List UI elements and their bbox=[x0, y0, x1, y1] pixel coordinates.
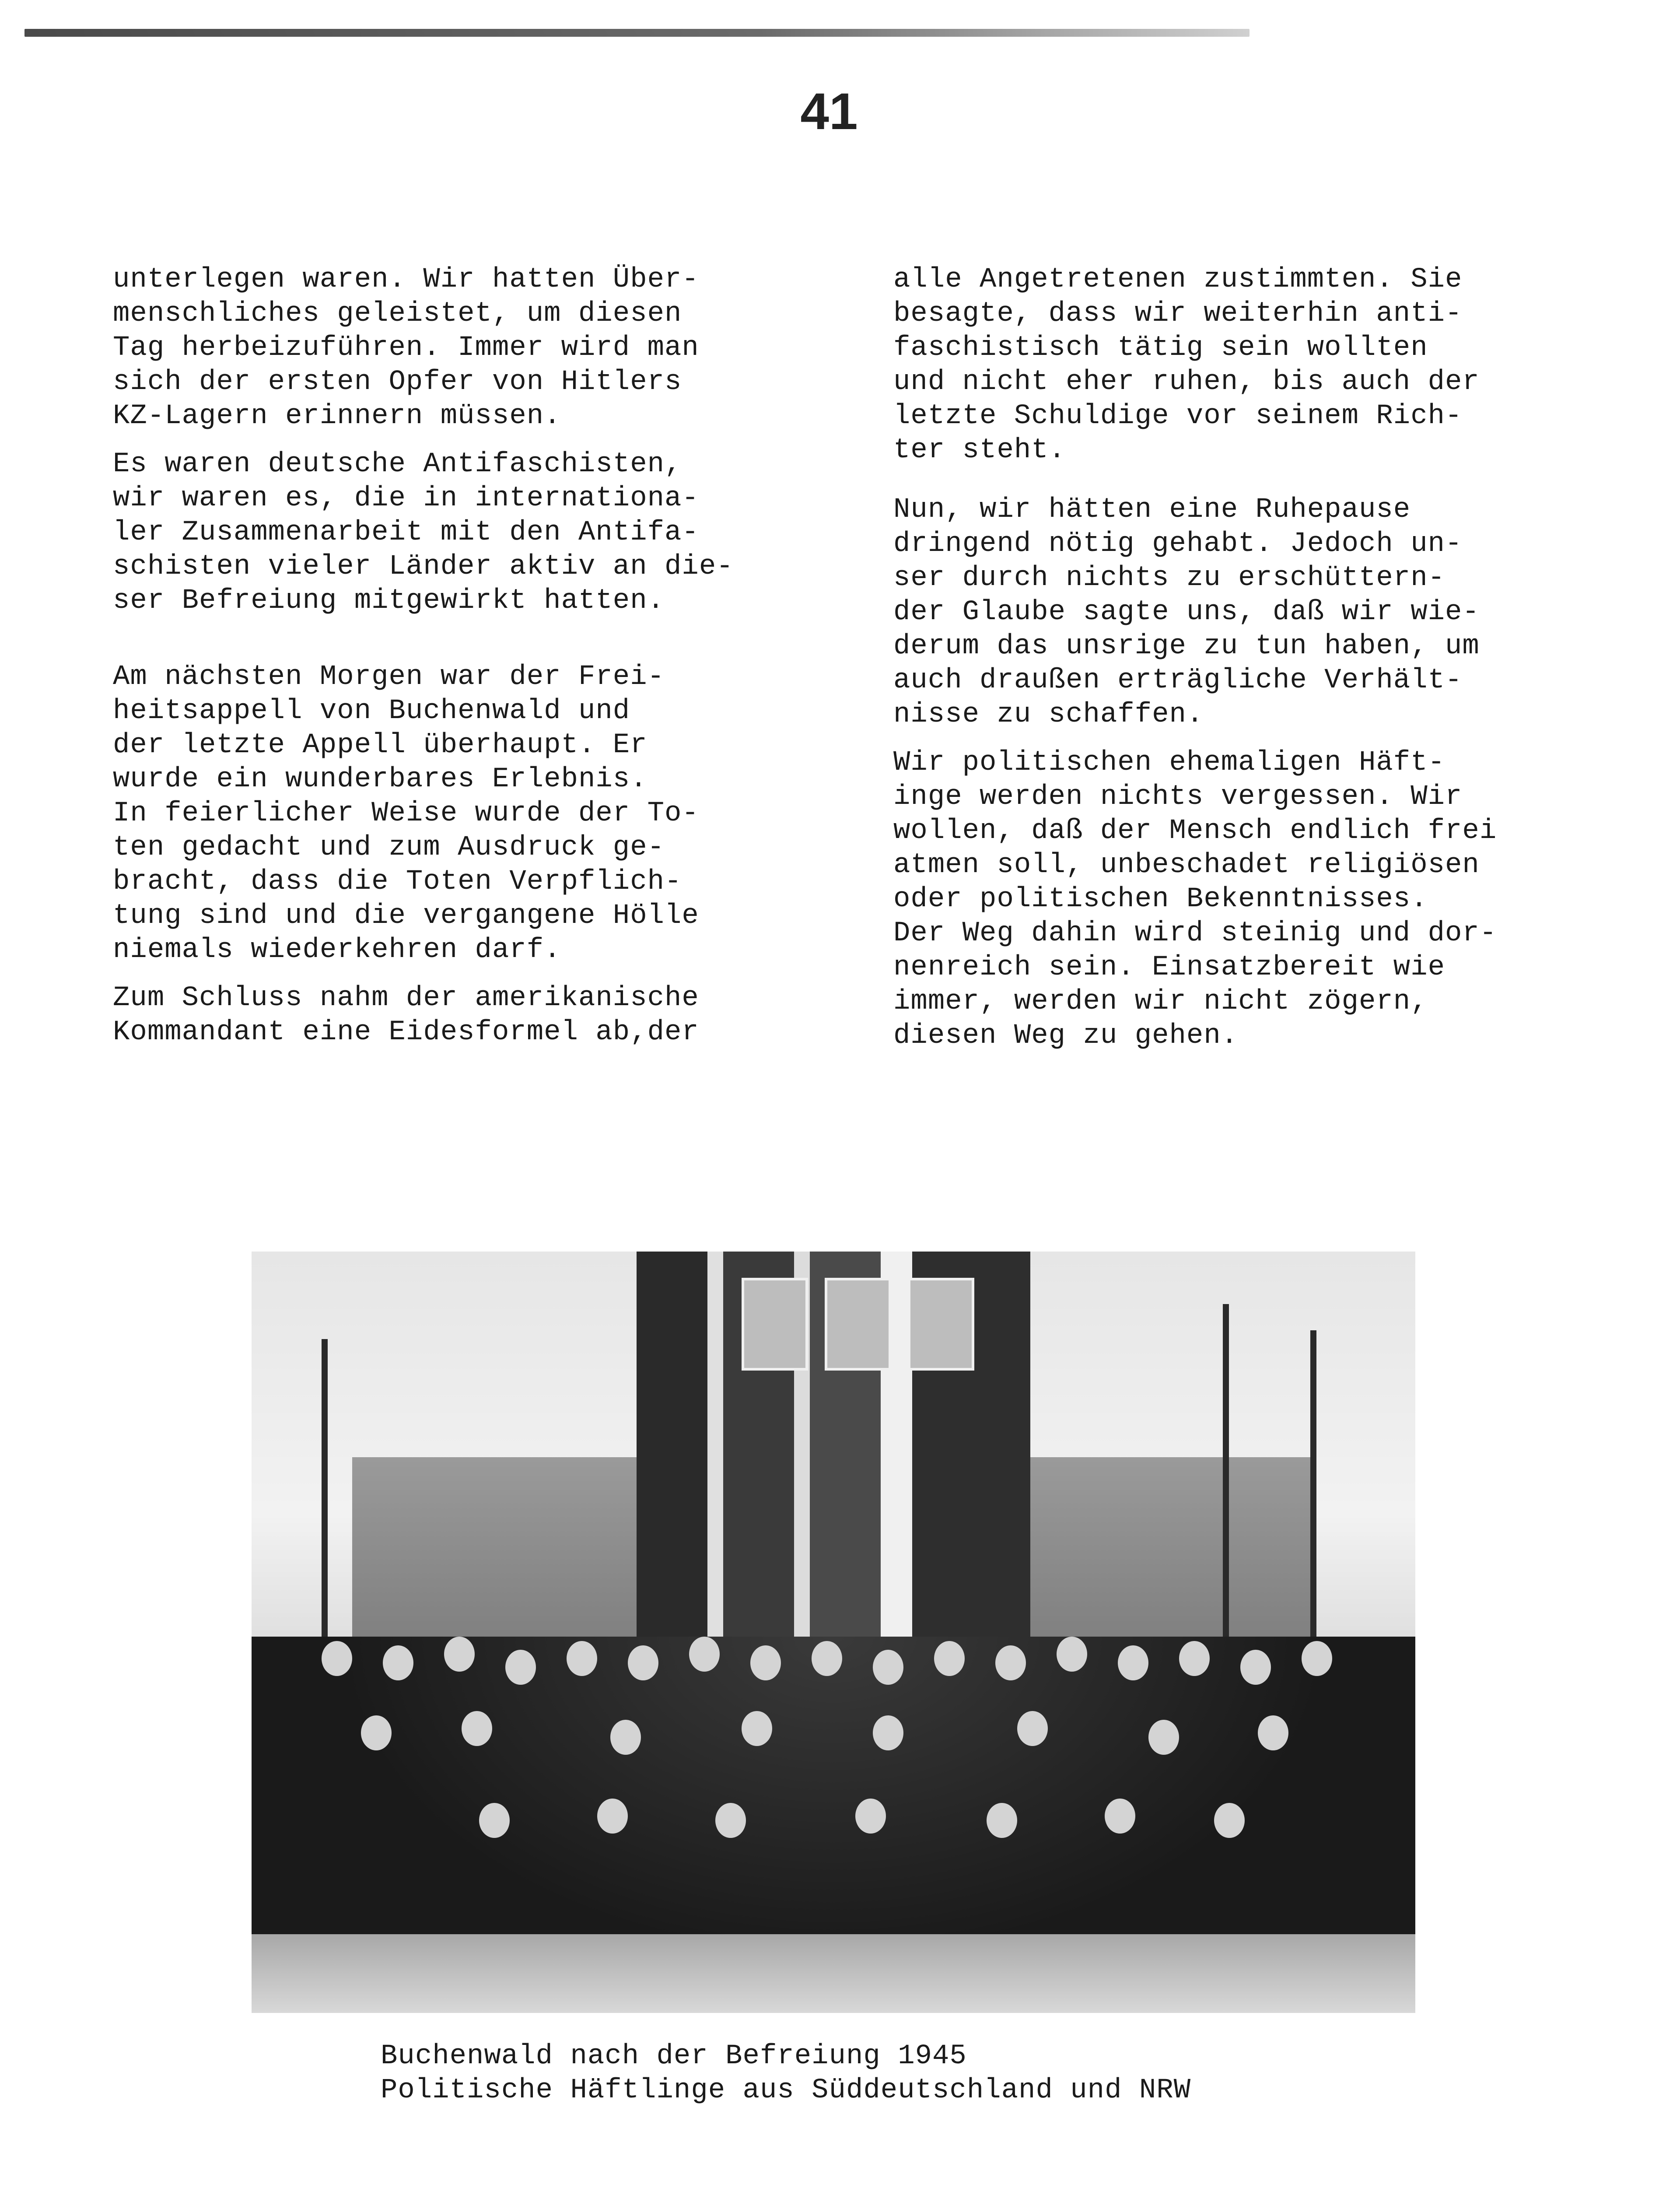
photo-ground bbox=[252, 1934, 1415, 2013]
paragraph-right-1: alle Angetretenen zustimmten. Sie besagte, dass wir weiterhin anti- faschistisch tätig sein wollten und nicht eher ruhen, bis auch der letzte Schuldige vor seinem Rich- ter steht. bbox=[893, 264, 1480, 466]
paragraph-left-2: Es waren deutsche Antifaschisten, wir waren es, die in internationa- ler Zusammenarbeit mit den Antifa- schisten vieler Länder aktiv an die- ser Befreiung mitgewirkt hatten. bbox=[113, 449, 734, 617]
photo-caption bbox=[381, 2039, 1191, 2107]
caption-line-2: Politische Häftlinge aus Süddeutschland und NRW bbox=[381, 2075, 1191, 2106]
caption-line-1: Buchenwald nach der Befreiung 1945 bbox=[381, 2041, 967, 2072]
page-number: 41 bbox=[800, 83, 858, 140]
paragraph-right-3: Wir politischen ehemaligen Häft- inge werden nichts vergessen. Wir wollen, daß der Mensch endlich frei atmen soll, unbeschadet religiösen oder politischen Bekenntnisses. Der Weg dahin wird steinig und dor- nenreich sein. Einsatzbereit wie immer, werden wir nicht zögern, diesen Weg zu gehen. bbox=[893, 747, 1497, 1052]
top-rule bbox=[24, 29, 1250, 37]
paragraph-left-3: Am nächsten Morgen war der Frei- heitsappell von Buchenwald und der letzte Appell überhaupt. Er wurde ein wunderbares Erlebnis. In feierlicher Weise wurde der To- ten gedacht und zum Ausdruck ge- bracht, dass die Toten Verpflich- tung sind und die vergangene Hölle niemals wiederkehren darf. bbox=[113, 661, 699, 966]
paragraph-left-1: unterlegen waren. Wir hatten Über- menschliches geleistet, um diesen Tag herbeizuführen. Immer wird man sich der ersten Opfer von Hitlers KZ-Lagern erinnern müssen. bbox=[113, 264, 699, 432]
left-column bbox=[113, 263, 865, 1049]
banner-portrait bbox=[908, 1278, 974, 1371]
paragraph-left-4: Zum Schluss nahm der amerikanische Kommandant eine Eidesformel ab,der bbox=[113, 982, 699, 1048]
paragraph-right-2: Nun, wir hätten eine Ruhepause dringend nötig gehabt. Jedoch un- ser durch nichts zu erschüttern- der Glaube sagte uns, daß wir wie- derum das unsrige zu tun haben, um auch draußen erträgliche Verhält- nisse zu schaffen. bbox=[893, 494, 1480, 730]
photo-banner bbox=[637, 1252, 1030, 1667]
group-photo bbox=[252, 1252, 1415, 2013]
banner-portrait bbox=[742, 1278, 808, 1371]
banner-emblem bbox=[825, 1278, 891, 1371]
right-column bbox=[893, 263, 1646, 1053]
